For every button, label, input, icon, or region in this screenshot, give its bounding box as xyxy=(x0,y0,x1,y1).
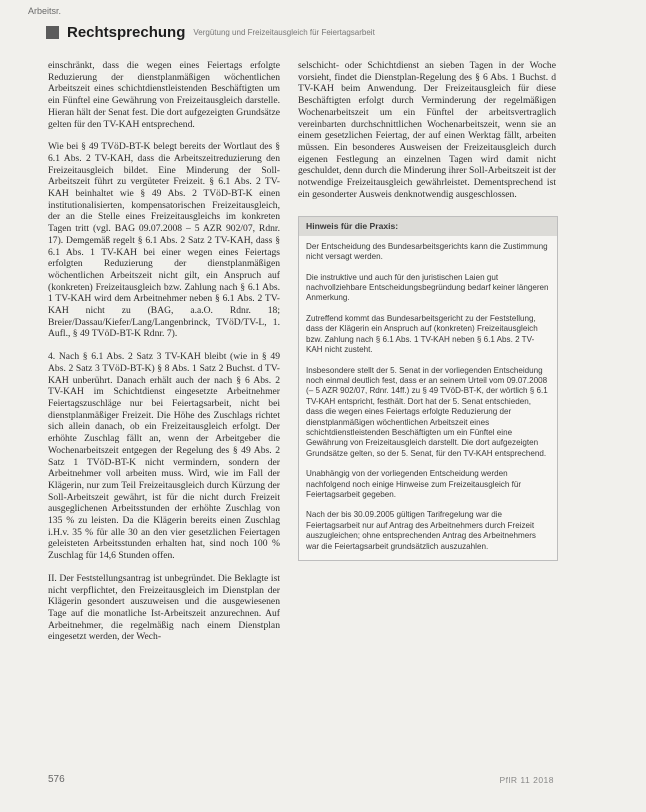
right-column-text xyxy=(298,60,556,200)
practice-note-paragraph: Insbesondere stellt der 5. Senat in der vorliegenden Entscheidung noch einmal deutlich fest, dass er an seinem Urteil vom 09.07.2008 (– 5 AZR 902/07, Rdnr. 14ff.) zu § 49 TVöD-BT-K, der wörtlich § 6.1 TV-KAH entspricht, festhält. Dort hat der 5. Senat entschieden, dass die wegen eines Feiertags erfolgte Reduzierung der dienstplanmäßigen wöchentlichen Arbeitszeit eines schichtdienstleistenden Beschäftigten um ein Fünftel eine Gewährung von Freizeitausgleich darstellt. Die dort aufgezeigten Grundsätze gelten, so der 5. Senat, für den TV-KAH entsprechend. xyxy=(306,365,548,458)
section-marker-square xyxy=(46,26,59,39)
section-label: Arbeitsr. xyxy=(28,6,62,16)
section-title: Rechtsprechung xyxy=(67,23,186,41)
page-header xyxy=(46,22,606,42)
practice-note-body xyxy=(299,236,557,560)
paragraph: selschicht- oder Schichtdienst an sieben Tagen in der Woche vorsieht, findet die Dienstplan-Regelung des § 6 Abs. 1 Buchst. d TV-KAH beim Anwendung. Der Freizeitausgleich für diese Beschäftigten erfolgt durch Verminderung der regelmäßigen Wochenarbeitszeit um ein Fünftel der arbeitsvertraglich vereinbarten durchschnittlichen Wochenarbeitszeit, wenn sie an einem gesetzlichen Feiertag, der auf einen Werktag fällt, arbeiten müssen. Ein besonderes Ausweisen der Freizeitausgleich durch eigenen Festlegung an einzelnen Tagen wird damit nicht geschuldet, denn durch die Minderung ihrer Soll-Arbeitszeit ist der notwendige Freizeitausgleich gewährleistet. Dementsprechend ist ein gesonderter Ausweis denknotwendig ausgeschlossen. xyxy=(298,60,556,200)
paragraph: II. Der Feststellungsantrag ist unbegründet. Die Beklagte ist nicht verpflichtet, den Freizeitausgleich im Dienstplan der Klägerin gesondert auszuweisen und die ausgewiesenen Tage auf die monatliche Ist-Arbeitszeit anzurechnen. Auf Arbeitnehmer, die regelmäßig nach einem Dienstplan eingesetzt werden, der Wech- xyxy=(48,572,280,643)
journal-issue: PflR 11 2018 xyxy=(499,775,554,785)
practice-note-paragraph: Die instruktive und auch für den juristischen Laien gut nachvollziehbare Entscheidungsbegründung bedarf keiner längeren Anmerkung. xyxy=(306,272,549,303)
practice-note-box xyxy=(298,216,558,561)
right-column xyxy=(298,60,556,561)
page-number: 576 xyxy=(48,774,65,785)
paragraph: einschränkt, dass die wegen eines Feiertags erfolgte Reduzierung der dienstplanmäßigen wöchentlichen Arbeitszeit eines schichtdienstleistenden Beschäftigten um ein Fünftel eine Gewährung von Freizeitausgleich darstelle. Hieran hält der Senat fest. Die dort aufgezeigten Grundsätze gelten für den TV-KAH entsprechend. xyxy=(48,60,280,130)
practice-note-paragraph: Unabhängig von der vorliegenden Entscheidung werden nachfolgend noch einige Hinweise zum Freizeitausgleich für Feiertagsarbeit gegeben. xyxy=(306,469,522,499)
section-subtitle: Vergütung und Freizeitausgleich für Feiertagsarbeit xyxy=(193,27,375,37)
practice-note-paragraph: Nach der bis 30.09.2005 gültigen Tarifregelung war die Feiertagsarbeit nur auf Antrag des Arbeitnehmers durch Freizeit auszugleichen; ohne entsprechenden Antrag des Arbeitnehmers war die Feiertagsarbeit grundsätzlich auszuzahlen. xyxy=(306,510,536,551)
left-column xyxy=(48,60,280,654)
practice-note-paragraph: Zutreffend kommt das Bundesarbeitsgericht zu der Feststellung, dass der Klägerin ein Anspruch auf (konkreten) Freizeitausgleich bzw. Zahlung nach § 6.1 Abs. 1 TV-KAH neben § 6.1 Abs. 2 TV-KAH nicht zusteht. xyxy=(306,313,538,355)
paragraph: Wie bei § 49 TVöD-BT-K belegt bereits der Wortlaut des § 6.1 Abs. 2 TV-KAH, dass die Arbeitszeitreduzierung den Freizeitausgleich bildet. Eine Minderung der Soll-Arbeitszeit führt zu vergüteter Freizeit. § 6.1 Abs. 2 TV-KAH beinhaltet wie § 49 Abs. 2 TVöD-BT-K einen institutionalisierten, kompensatorischen Freizeitausgleich, der an die Stelle eines Freizeitausgleichs im konkreten Tagen tritt (vgl. BAG 09.07.2008 – 5 AZR 902/07, Rdnr. 17). Demgemäß regelt § 6.1 Abs. 2 Satz 2 TV-KAH, dass § 6.1 Abs. 1 TV-KAH bei einer wegen eines Feiertags erfolgten Reduzierung der dienstplanmäßigen wöchentlichen Arbeitszeit nicht gilt, ein Anspruch auf (konkreten) Freizeitausgleich bzw. Zahlung nach § 6.1 Abs. 1 TV-KAH wird dem Arbeitnehmer neben § 6.1 Abs. 2 TV-KAH nicht zu (BAG, a.a.O. Rdnr. 18; Breier/Dassau/Kiefer/Lang/Langenbrinck, TVöD/TV-L, 1. Aufl., § 49 TVöD-BT-K Rdnr. 7). xyxy=(48,141,280,340)
practice-note-title: Hinweis für die Praxis: xyxy=(299,217,557,235)
practice-note-paragraph: Der Entscheidung des Bundesarbeitsgerichts kann die Zustimmung nicht versagt werden. xyxy=(306,241,548,262)
paragraph: 4. Nach § 6.1 Abs. 2 Satz 3 TV-KAH bleibt (wie in § 49 Abs. 2 Satz 3 TVöD-BT-K) § 8 Abs. 1 Satz 2 Buchst. d TV-KAH unberührt. Danach erhält auch der nach § 6 Abs. 2 TV-KAH im Schichtdienst eingesetzte Arbeitnehmer Feiertagszuschläge nur bei Feiertagsarbeit, nicht bei dienstplanmäßiger Freizeit. Die Höhe des Zuschlags richtet sich allein danach, ob ein Freizeitausgleich erfolgt. Der erhöhte Zuschlag fällt an, wenn der Arbeitgeber die Wochenarbeitszeit entgegen der Regelung des § 49 Abs. 2 Satz 1 TVöD-BT-K nicht vermindern, sondern der Arbeitnehmer voll arbeiten muss. Wird, wie im Fall der Klägerin, nur zum Teil Freizeitausgleich durch Kürzung der Soll-Arbeitszeit gewährt, ist für die nicht durch Freizeit ausgeglichenen Arbeitsstunden der erhöhte Zuschlag von 135 % zu leisten. Da die Klägerin bereits einen Zuschlag i.H.v. 35 % für alle 30 an den vier gesetzlichen Feiertagen geleisteten Arbeitsstunden erhalten hat, sind noch 100 % Zuschlag für 14,6 Stunden offen. xyxy=(48,351,280,562)
